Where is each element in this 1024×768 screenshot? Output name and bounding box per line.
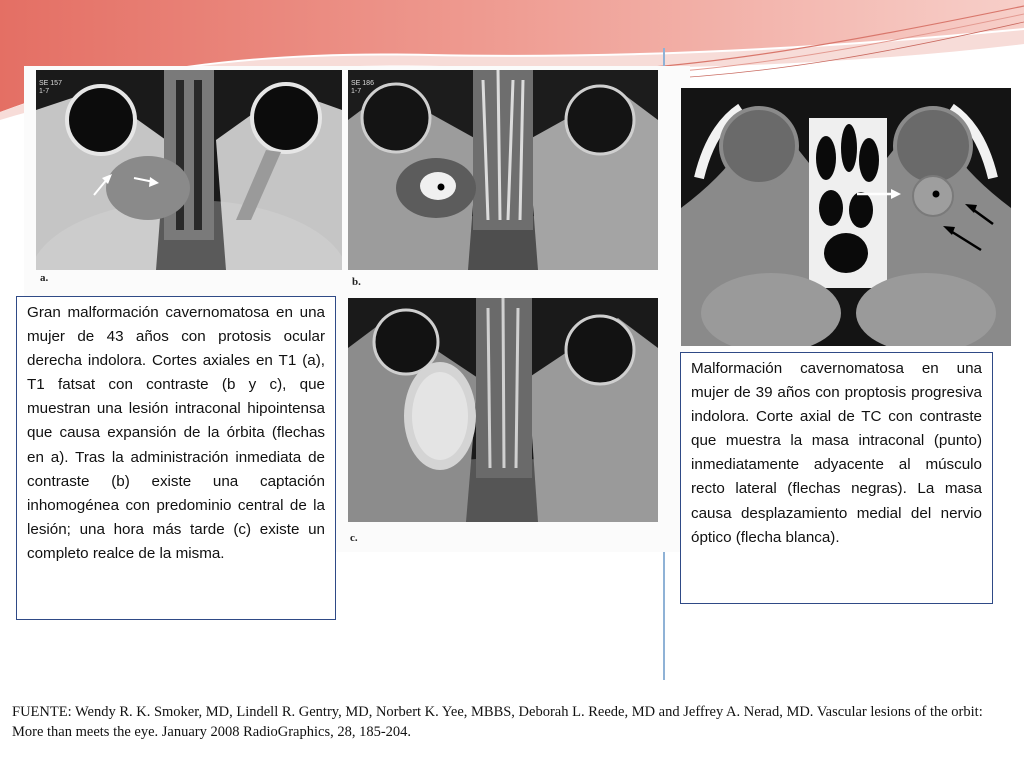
- panel-letter-b: b.: [352, 276, 361, 288]
- lesion-dot-icon: [933, 191, 940, 198]
- mri-panel-c: [348, 298, 658, 522]
- right-caption: Malformación cavernomatosa en una mujer de 39 años con proptosis progresiva indolora. Corte axial de TC con contraste que muestra la masa intraconal (punto) inmediatamente adyacente al músculo recto lateral (flechas negras). La masa causa desplazamiento medial del nervio óptico (flecha blanca).: [680, 352, 993, 604]
- lesion-dot-icon: [438, 184, 445, 191]
- ct-scan-image: [681, 88, 1011, 346]
- panel-letter-c: c.: [350, 532, 358, 544]
- source-citation: [12, 702, 1012, 742]
- scanner-label: SE 157: [39, 80, 62, 87]
- source-authors: Wendy R. K. Smoker, MD, Lindell R. Gentry, MD, Norbert K. Yee, MBBS, Deborah L. Reede, MD and Jeffrey A. Nerad, MD.: [74, 704, 814, 720]
- scanner-label: 1-7: [351, 88, 362, 95]
- scanner-label: 1-7: [39, 88, 50, 95]
- source-label: FUENTE:: [12, 704, 75, 720]
- panel-letter-a: a.: [40, 272, 49, 284]
- source-title: Vascular lesions of the orbit: More than meets the eye: [12, 704, 983, 740]
- mri-panel-b: [348, 70, 658, 270]
- source-journal: . January 2008 RadioGraphics, 28, 185-204.: [154, 724, 412, 740]
- left-caption: Gran malformación cavernomatosa en una mujer de 43 años con protosis ocular derecha indolora. Cortes axiales en T1 (a), T1 fatsat con contraste (b y c), que muestran una lesión intraconal hipointensa que causa expansión de la órbita (flechas en a). Tras la administración inmediata de contraste (b) existe una captación inhomogénea con predominio central de la lesión; una hora más tarde (c) existe un completo realce de la misma.: [16, 296, 336, 620]
- mri-panel-a: [36, 70, 342, 270]
- scanner-label: SE 186: [351, 80, 374, 87]
